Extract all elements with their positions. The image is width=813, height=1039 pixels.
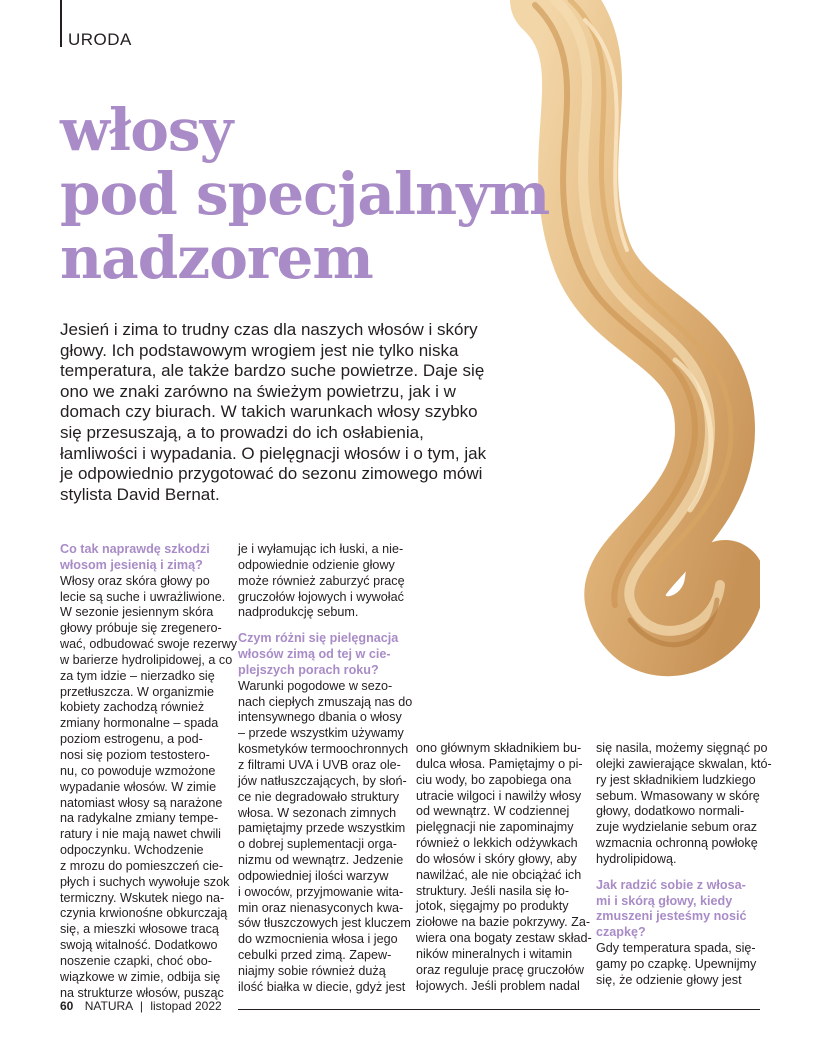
title-line: nadzorem xyxy=(60,224,373,292)
subheading-line: włosów zimą od tej w cie- xyxy=(238,647,391,662)
body-line: czynia krwionośne obkurczają xyxy=(60,906,228,921)
body-line: swoją witalność. Dodatkowo xyxy=(60,938,218,953)
paragraph-gap xyxy=(238,621,403,631)
body-line: olejki zawierające skwalan, któ- xyxy=(596,756,772,771)
body-line: wypadanie włosów. W zimie xyxy=(60,779,217,794)
body-line: o dobrej suplementacji orga- xyxy=(238,837,397,852)
footer-rule xyxy=(238,1009,760,1010)
body-line: wać, odbudować swoje rezerwy xyxy=(60,637,238,652)
body-line: min oraz nienasyconych kwa- xyxy=(238,900,404,915)
body-line: ce nie degradowało struktury xyxy=(238,789,400,804)
body-line: je i wyłamując ich łuski, a nie- xyxy=(238,542,404,556)
body-line: w barierze hydrolipidowej, a co xyxy=(60,652,233,667)
body-line: hydrolipidową. xyxy=(596,851,677,866)
body-line: do włosów i skóry głowy, aby xyxy=(416,851,577,866)
body-line: się, a mieszki włosowe tracą xyxy=(60,922,219,937)
body-column-3 xyxy=(416,741,592,995)
paragraph-gap xyxy=(596,868,761,878)
body-line: natomiast włosy są narażone xyxy=(60,795,223,810)
body-line: ników mineralnych i witamin xyxy=(416,946,573,961)
body-line: nadprodukcję sebum. xyxy=(238,605,359,620)
body-line: włosa. W sezonach zimnych xyxy=(238,805,397,820)
body-line: kosmetyków termoochronnych xyxy=(238,742,409,757)
body-line: z mrozu do pomieszczeń cie- xyxy=(60,858,224,873)
body-line: W sezonie jesiennym skóra xyxy=(60,605,214,620)
body-line: nach ciepłych zmuszają nas do xyxy=(238,694,413,709)
body-line: niajmy sobie również dużą xyxy=(238,963,386,978)
body-line: z filtrami UVA i UVB oraz ole- xyxy=(238,757,401,772)
page-footer xyxy=(60,999,222,1013)
body-line: przetłuszcza. W organizmie xyxy=(60,684,214,699)
body-line: za tym idzie – nierzadko się xyxy=(60,668,215,683)
body-line: nosi się poziom testostero- xyxy=(60,747,210,762)
footer-separator: | xyxy=(139,999,143,1013)
body-line: również o lekkich odżywkach xyxy=(416,836,578,851)
body-line: może również zaburzyć pracę xyxy=(238,573,405,588)
subheading-line: czapkę? xyxy=(596,925,646,940)
subheading-line: włosom jesienią i zimą? xyxy=(60,557,203,572)
body-line: wiera ona bogaty zestaw skład- xyxy=(416,931,592,946)
body-line: pamiętajmy przede wszystkim xyxy=(238,821,406,836)
body-line: noszenie czapki, choć obo- xyxy=(60,953,212,968)
body-line: Gdy temperatura spada, się- xyxy=(596,941,756,956)
body-line: struktury. Jeśli nasila się ło- xyxy=(416,883,570,898)
subheading-line: Co tak naprawdę szkodzi xyxy=(60,542,210,556)
body-line: gruczołów łojowych i wywołać xyxy=(238,589,404,604)
page-number: 60 xyxy=(60,999,74,1013)
body-column-1 xyxy=(60,542,238,1001)
body-line: nu, co powoduje wzmożone xyxy=(60,763,216,778)
body-line: jotok, sięgajmy po produkty xyxy=(416,899,569,914)
body-line: termiczny. Wskutek niego na- xyxy=(60,890,225,905)
body-line: i owoców, przyjmowanie wita- xyxy=(238,884,404,899)
body-line: głowy, dodatkowo normali- xyxy=(596,804,745,819)
body-line: ono głównym składnikiem bu- xyxy=(416,741,582,755)
body-line: intensywnego dbania o włosy xyxy=(238,710,402,725)
body-line: ziołowe na bazie pokrzywy. Za- xyxy=(416,915,591,930)
article-title xyxy=(60,98,549,290)
body-line: odpowiednie odzienie głowy xyxy=(238,557,395,572)
body-line: poziom estrogenu, a pod- xyxy=(60,732,203,747)
body-line: cebulki przed zimą. Zapew- xyxy=(238,948,392,963)
body-column-4 xyxy=(596,741,772,989)
section-rule xyxy=(60,0,62,47)
body-line: gamy po czapkę. Upewnijmy xyxy=(596,956,757,971)
subheading-line: mi i skórą głowy, kiedy xyxy=(596,893,733,908)
body-line: ilość białka w diecie, gdyż jest xyxy=(238,979,406,994)
body-line: od wewnątrz. W codziennej xyxy=(416,804,570,819)
body-line: się nasila, możemy sięgnąć po xyxy=(596,741,768,755)
body-line: – przede wszystkim używamy xyxy=(238,726,404,741)
body-line: odpowiedniej ilości warzyw xyxy=(238,868,389,883)
body-line: nizmu od wewnątrz. Jedzenie xyxy=(238,853,404,868)
body-line: pielęgnacji nie zapominajmy xyxy=(416,820,574,835)
subheading-line: zmuszeni jesteśmy nosić xyxy=(596,909,747,924)
body-column-2 xyxy=(238,542,413,996)
body-line: Warunki pogodowe w sezo- xyxy=(238,678,393,693)
body-line: łojowych. Jeśli problem nadal xyxy=(416,978,580,993)
body-line: zmiany hormonalne – spada xyxy=(60,716,219,731)
body-line: jów natłuszczających, by słoń- xyxy=(238,773,407,788)
body-line: sebum. Wmasowany w skórę xyxy=(596,788,760,803)
body-line: wiązkowe w zimie, odbija się xyxy=(60,969,221,984)
body-line: sów tłuszczowych jest kluczem xyxy=(238,916,411,931)
body-line: na radykalne zmiany tempe- xyxy=(60,811,219,826)
body-line: zuje wydzielanie sebum oraz xyxy=(596,820,758,835)
body-line: odpoczynku. Wchodzenie xyxy=(60,843,204,858)
subheading-line: Jak radzić sobie z włosa- xyxy=(596,877,746,892)
body-line: oraz reguluje pracę gruczołów xyxy=(416,962,585,977)
section-label: URODA xyxy=(68,30,132,49)
subheading-line: Czym różni się pielęgnacja xyxy=(238,631,399,646)
body-line: nawilżać, ale nie obciążać ich xyxy=(416,867,582,882)
body-line: wzmacnia ochronną powłokę xyxy=(596,836,758,851)
body-line: na strukturze włosów, pusząc xyxy=(60,985,224,1000)
body-line: płych i suchych wywołuje szok xyxy=(60,874,230,889)
body-line: kobiety zachodzą również xyxy=(60,700,205,715)
magazine-name: NATURA xyxy=(84,999,133,1013)
body-line: utracie wilgoci i nawilży włosy xyxy=(416,788,582,803)
body-line: Włosy oraz skóra głowy po xyxy=(60,573,210,588)
body-line: głowy próbuje się zregenero- xyxy=(60,621,222,636)
body-line: lecie są suche i uwrażliwione. xyxy=(60,589,226,604)
body-line: ciu wody, bo zapobiega ona xyxy=(416,772,572,787)
body-line: do wzmocnienia włosa i jego xyxy=(238,932,398,947)
body-line: się, że odzienie głowy jest xyxy=(596,972,742,987)
title-line: pod specjalnym xyxy=(60,160,550,228)
subheading-line: plejszych porach roku? xyxy=(238,662,379,677)
body-line: dulca włosa. Pamiętajmy o pi- xyxy=(416,756,583,771)
issue-date: listopad 2022 xyxy=(150,999,222,1013)
body-line: ry jest składnikiem ludzkiego xyxy=(596,772,756,787)
lead-paragraph: Jesień i zima to trudny czas dla naszych włosów i skóry głowy. Ich podstawowym wrogiem jest nie tylko niska temperatura, ale także bardzo suche powietrze. Daje się ono we znaki zarówno na świeżym powietrzu, jak i w domach czy biurach. W takich warunkach włosy szybko się przesuszają, a to prowadzi do ich osłabienia, łamliwości i wypadania. O pielęgnacji włosów i o tym, jak je odpowiednio przygotować do sezonu zimowego mówi stylista David Bernat. xyxy=(60,320,487,504)
body-line: ratury i nie mają nawet chwili xyxy=(60,827,221,842)
title-line: włosy xyxy=(60,96,233,164)
